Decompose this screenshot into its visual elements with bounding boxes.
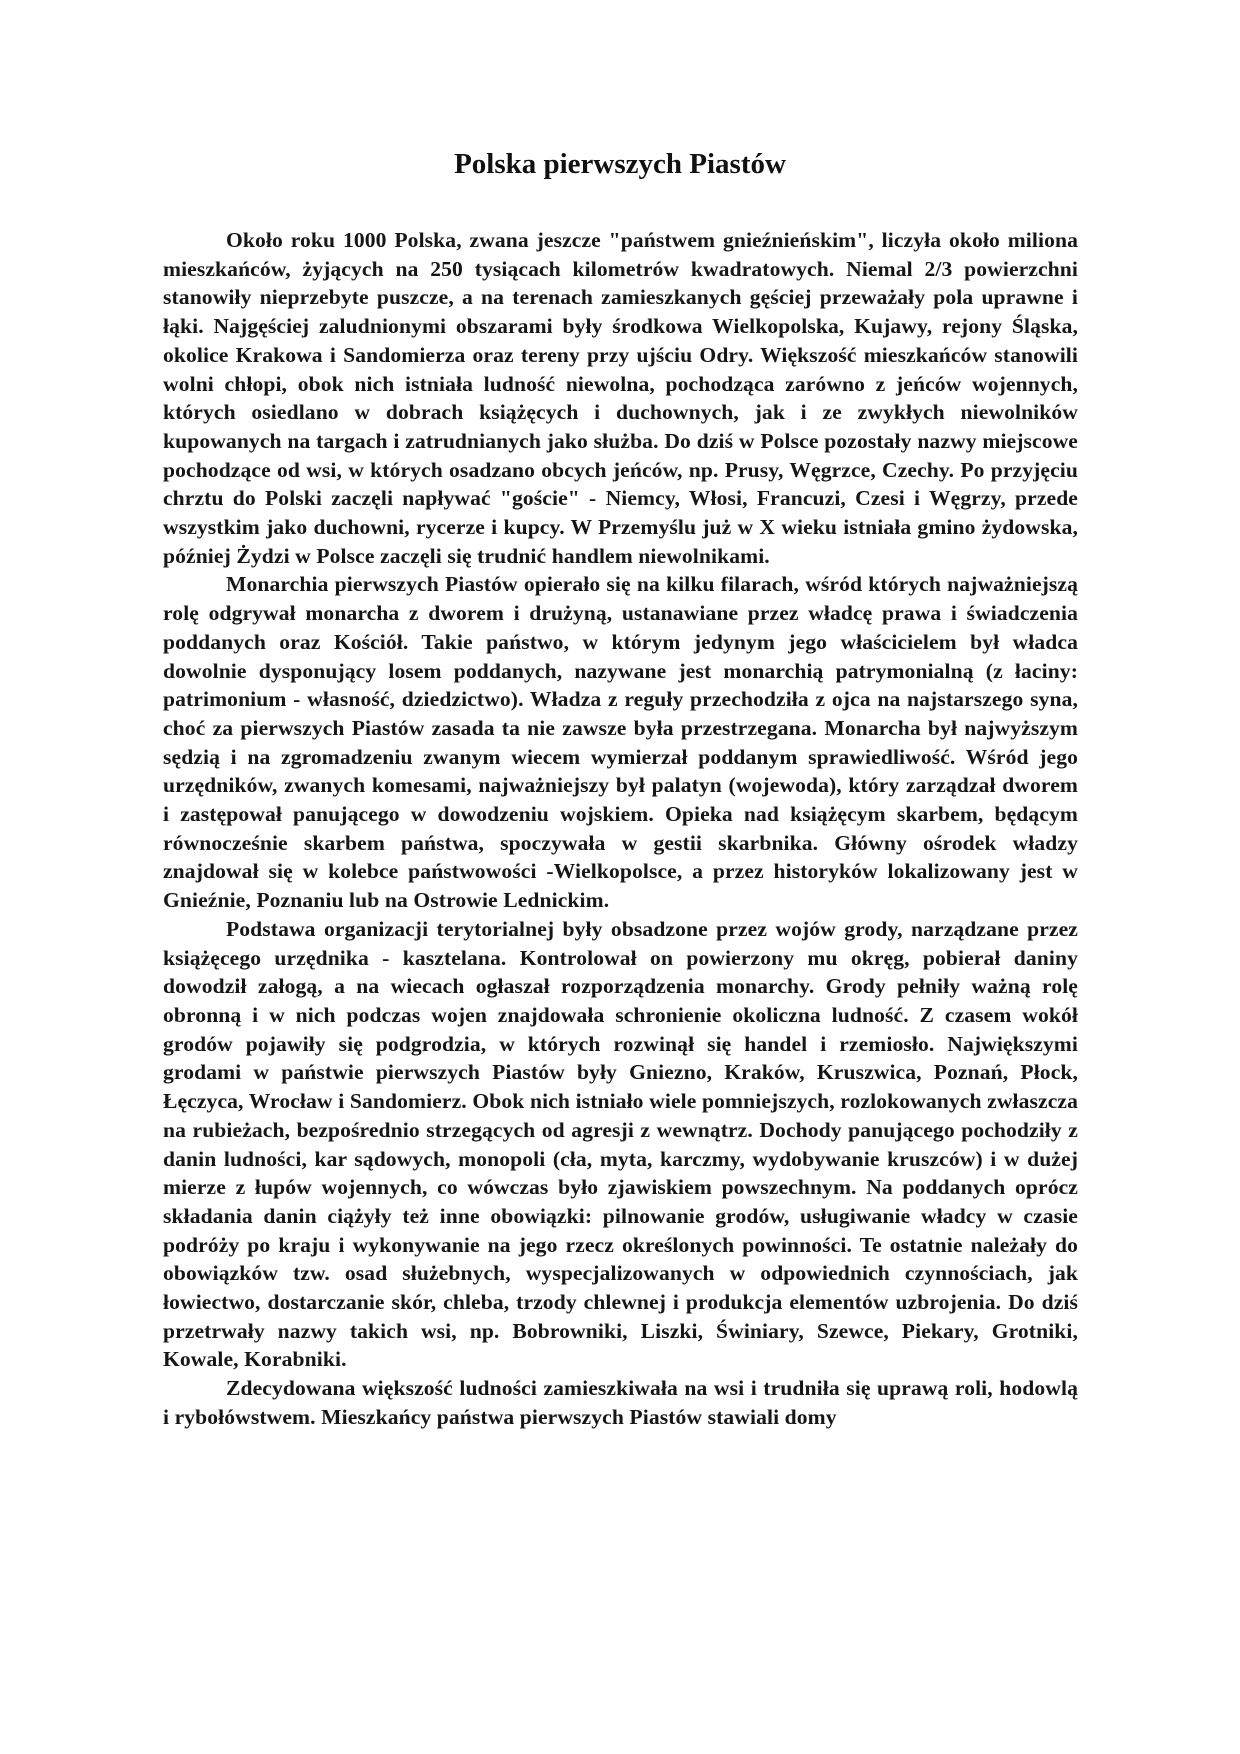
paragraph: Podstawa organizacji terytorialnej były obsadzone przez wojów grody, narządzane przez książęcego urzędnika - kasztelana. Kontrolował on powierzony mu okręg, pobierał daniny dowodził załogą, a na wiecach ogłaszał rozporządzenia monarchy. Grody pełniły ważną rolę obronną i w nich podczas wojen znajdowała schronienie okoliczna ludność. Z czasem wokół grodów pojawiły się podgrodzia, w których rozwinął się handel i rzemiosło. Największymi grodami w państwie pierwszych Piastów były Gniezno, Kraków, Kruszwica, Poznań, Płock, Łęczyca, Wrocław i Sandomierz. Obok nich istniało wiele pomniejszych, rozlokowanych zwłaszcza na rubieżach, bezpośrednio strzegących od agresji z wewnątrz. Dochody panującego pochodziły z danin ludności, kar sądowych, monopoli (cła, myta, karczmy, wydobywanie kruszców) i w dużej mierze z łupów wojennych, co wówczas było zjawiskiem powszechnym. Na poddanych oprócz składania danin ciążyły też inne obowiązki: pilnowanie grodów, usługiwanie władcy w czasie podróży po kraju i wykonywanie na jego rzecz określonych powinności. Te ostatnie należały do obowiązków tzw. osad służebnych, wyspecjalizowanych w odpowiednich czynnościach, jak łowiectwo, dostarczanie skór, chleba, trzody chlewnej i produkcja elementów uzbrojenia. Do dziś przetrwały nazwy takich wsi, np. Bobrowniki, Liszki, Świniary, Szewce, Piekary, Grotniki, Kowale, Korabniki. — [163, 916, 1078, 1372]
page-title: Polska pierwszych Piastów — [454, 148, 786, 180]
document-body — [163, 226, 1078, 1432]
paragraph: Zdecydowana większość ludności zamieszkiwała na wsi i trudniła się uprawą roli, hodowlą i rybołówstwem. Mieszkańcy państwa pierwszych Piastów stawiali domy — [163, 1376, 1078, 1429]
paragraph: Monarchia pierwszych Piastów opierało się na kilku filarach, wśród których najważniejszą rolę odgrywał monarcha z dworem i drużyną, ustanawiane przez władcę prawa i świadczenia poddanych oraz Kościół. Takie państwo, w którym jedynym jego właścicielem był władca dowolnie dysponujący losem poddanych, nazywane jest monarchią patrymonialną (z łaciny: patrimonium - własność, dziedzictwo). Władza z reguły przechodziła z ojca na najstarszego syna, choć za pierwszych Piastów zasada ta nie zawsze była przestrzegana. Monarcha był najwyższym sędzią i na zgromadzeniu zwanym wiecem wymierzał poddanym sprawiedliwość. Wśród jego urzędników, zwanych komesami, najważniejszy był palatyn (wojewoda), który zarządzał dworem i zastępował panującego w dowodzeniu wojskiem. Opieka nad książęcym skarbem, będącym równocześnie skarbem państwa, spoczywała w gestii skarbnika. Główny ośrodek władzy znajdował się w kolebce państwowości -Wielkopolsce, a przez historyków lokalizowany jest w Gnieźnie, Poznaniu lub na Ostrowie Lednickim. — [163, 572, 1078, 913]
paragraph: Około roku 1000 Polska, zwana jeszcze "państwem gnieźnieńskim", liczyła około miliona mieszkańców, żyjących na 250 tysiącach kilometrów kwadratowych. Niemal 2/3 powierzchni stanowiły nieprzebyte puszcze, a na terenach zamieszkanych gęściej przeważały pola uprawne i łąki. Najgęściej zaludnionymi obszarami były środkowa Wielkopolska, Kujawy, rejony Śląska, okolice Krakowa i Sandomierza oraz tereny przy ujściu Odry. Większość mieszkańców stanowili wolni chłopi, obok nich istniała ludność niewolna, pochodząca zarówno z jeńców wojennych, których osiedlano w dobrach książęcych i duchownych, jak i ze zwykłych niewolników kupowanych na targach i zatrudnianych jako służba. Do dziś w Polsce pozostały nazwy miejscowe pochodzące od wsi, w których osadzano obcych jeńców, np. Prusy, Węgrzce, Czechy. Po przyjęciu chrztu do Polski zaczęli napływać "goście" - Niemcy, Włosi, Francuzi, Czesi i Węgrzy, przede wszystkim jako duchowni, rycerze i kupcy. W Przemyślu już w X wieku istniała gmino żydowska, później Żydzi w Polsce zaczęli się trudnić handlem niewolnikami. — [163, 228, 1078, 568]
